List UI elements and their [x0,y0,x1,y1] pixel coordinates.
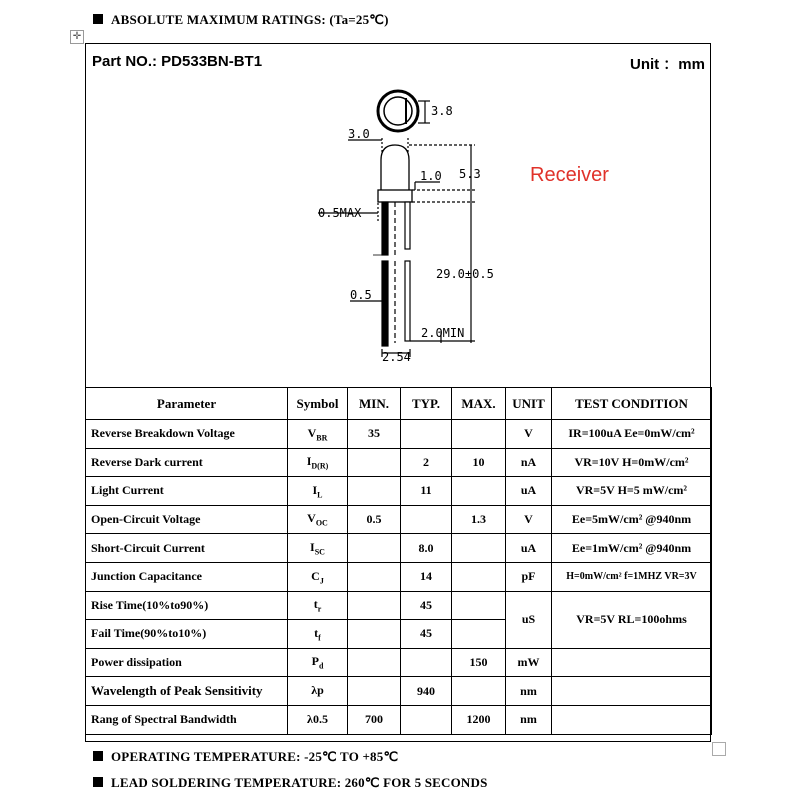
cell-condition [552,648,712,677]
cell-condition: VR=10V H=0mW/cm² [552,448,712,477]
unit-label: Unit ：mm [629,56,705,73]
cell-parameter: Rang of Spectral Bandwidth [86,705,288,734]
table-row [86,505,712,534]
cell-unit: uA [506,534,552,563]
dim-2-54: 2.54 [382,350,411,364]
cell-parameter: Reverse Dark current [86,448,288,477]
cell-typ: 14 [401,562,452,591]
cell-min [348,677,401,706]
header-unit: UNIT [506,388,552,420]
cell-condition [552,705,712,734]
table-row [86,534,712,563]
cell-typ [401,505,452,534]
cell-condition: Ee=5mW/cm² @940nm [552,505,712,534]
cell-condition: VR=5V RL=100ohms [552,591,712,648]
dim-1-0: 1.0 [420,169,442,183]
move-anchor-icon[interactable]: ✛ [70,30,84,44]
table-row [86,448,712,477]
receiver-label: Receiver [530,164,609,186]
cell-typ [401,705,452,734]
cell-max [452,677,506,706]
cell-typ: 2 [401,448,452,477]
operating-temperature-note [93,749,398,765]
dim-3-8: 3.8 [431,104,453,118]
cell-unit: uS [506,591,552,648]
cell-parameter: Wavelength of Peak Sensitivity [86,677,288,706]
table-row [86,591,712,620]
cell-min [348,620,401,649]
cell-max: 1200 [452,705,506,734]
cell-unit: nm [506,705,552,734]
part-number: Part NO.: PD533BN-BT1 [92,53,263,70]
cell-typ: 45 [401,591,452,620]
cell-max [452,534,506,563]
header-max: MAX. [452,388,506,420]
cell-unit: pF [506,562,552,591]
square-bullet-icon [93,14,103,24]
dim-3-0: 3.0 [348,127,370,141]
package-drawing [85,43,711,387]
cell-max [452,620,506,649]
cell-typ: 940 [401,677,452,706]
cell-min: 700 [348,705,401,734]
cell-unit: nA [506,448,552,477]
cell-min [348,648,401,677]
end-of-cell-marker-icon [712,742,726,756]
cell-symbol: $t_f$ [288,620,348,649]
cell-parameter: Light Current [86,477,288,506]
abs-max-heading [93,12,389,28]
cell-min [348,534,401,563]
table-row [86,648,712,677]
cell-min [348,448,401,477]
cell-condition: H=0mW/cm² f=1MHZ VR=3V [552,562,712,591]
cell-typ [401,648,452,677]
cell-min [348,477,401,506]
led-outline-drawing [85,43,711,387]
cell-max [452,562,506,591]
cell-unit: uA [506,477,552,506]
cell-condition [552,677,712,706]
header-typ: TYP. [401,388,452,420]
cell-max: 150 [452,648,506,677]
cell-typ [401,420,452,449]
cell-typ: 45 [401,620,452,649]
cell-parameter: Open-Circuit Voltage [86,505,288,534]
cell-max: 10 [452,448,506,477]
cell-min [348,562,401,591]
table-row [86,562,712,591]
dim-0-5max: 0.5MAX [318,206,362,220]
abs-max-text: ABSOLUTE MAXIMUM RATINGS: (Ta=25℃) [111,12,389,27]
cell-max [452,420,506,449]
header-min: MIN. [348,388,401,420]
cell-typ: 11 [401,477,452,506]
cell-max: 1.3 [452,505,506,534]
dim-2-0min: 2.0MIN [421,326,465,340]
cell-symbol: $P_d$ [288,648,348,677]
cell-unit: nm [506,677,552,706]
cell-symbol: $t_r$ [288,591,348,620]
cell-condition: VR=5V H=5 mW/cm² [552,477,712,506]
cell-min: 35 [348,420,401,449]
cell-symbol: $I_{D(R)}$ [288,448,348,477]
dim-29-0: 29.0±0.5 [436,267,494,281]
square-bullet-icon [93,777,103,787]
table-header-row [86,388,712,420]
cell-condition: Ee=1mW/cm² @940nm [552,534,712,563]
cell-min [348,591,401,620]
table-row [86,677,712,706]
cell-condition: IR=100uA Ee=0mW/cm² [552,420,712,449]
cell-parameter: Rise Time(10%to90%) [86,591,288,620]
soldering-temperature-note [93,775,488,791]
cell-parameter: Junction Capacitance [86,562,288,591]
square-bullet-icon [93,751,103,761]
cell-max [452,477,506,506]
header-symbol: Symbol [288,388,348,420]
table-row [86,477,712,506]
cell-max [452,591,506,620]
cell-unit: V [506,420,552,449]
cell-symbol: $V_{BR}$ [288,420,348,449]
cell-symbol: $V_{OC}$ [288,505,348,534]
cell-parameter: Power dissipation [86,648,288,677]
cell-typ: 8.0 [401,534,452,563]
dim-0-5: 0.5 [350,288,372,302]
operating-text: OPERATING TEMPERATURE: -25℃ TO +85℃ [111,749,399,764]
cell-symbol: λ0.5 [288,705,348,734]
cell-unit: mW [506,648,552,677]
cell-parameter: Reverse Breakdown Voltage [86,420,288,449]
dim-5-3: 5.3 [459,167,481,181]
cell-symbol: $C_J$ [288,562,348,591]
table-row [86,705,712,734]
cell-symbol: $I_L$ [288,477,348,506]
cell-parameter: Fail Time(90%to10%) [86,620,288,649]
header-test-condition: TEST CONDITION [552,388,712,420]
cell-min: 0.5 [348,505,401,534]
top-view-inner-circle [384,97,412,125]
characteristics-table [85,387,712,735]
cell-symbol: λp [288,677,348,706]
cell-parameter: Short-Circuit Current [86,534,288,563]
cell-symbol: $I_{SC}$ [288,534,348,563]
header-parameter: Parameter [86,388,288,420]
soldering-text: LEAD SOLDERING TEMPERATURE: 260℃ FOR 5 SECONDS [111,775,488,790]
table-row [86,420,712,449]
cell-unit: V [506,505,552,534]
